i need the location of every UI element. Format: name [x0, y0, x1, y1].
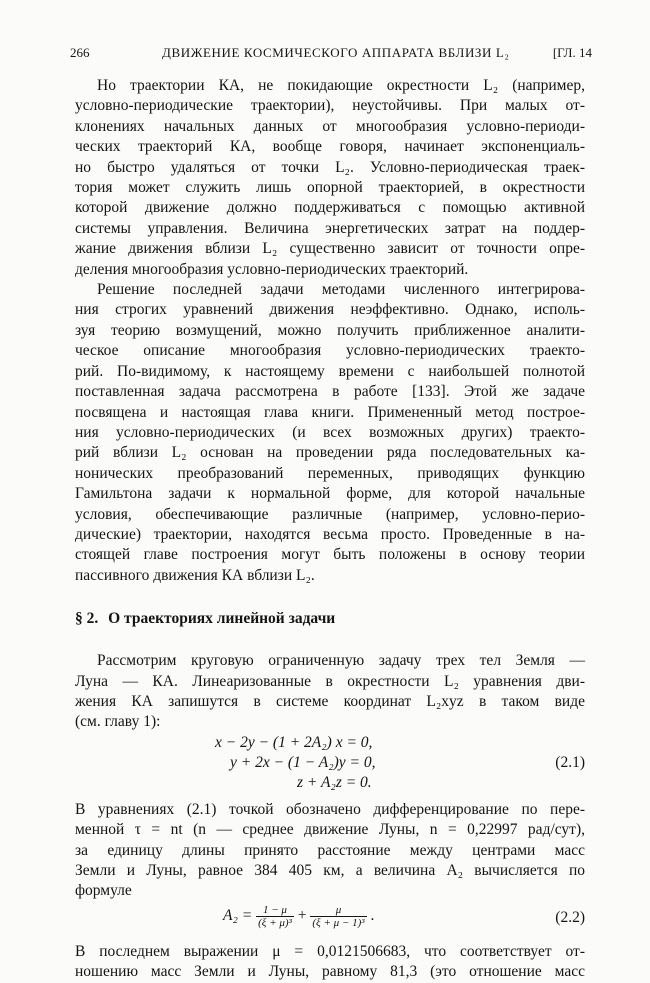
text-line: условно-периодические траектории), неустойчивы. При малых от-	[75, 97, 585, 115]
text-line: ношению масс Земли и Луны, равному 81,3 (это отношение масс	[75, 963, 585, 981]
text-line: рий. По-видимому, к настоящему времени с наибольшей полнотой	[75, 362, 585, 380]
equation-line-2: y + 2x − (1 − A₂)y = 0,	[230, 753, 376, 771]
text-line: ния строгих уравнений движения неэффективно. Однако, исполь-	[75, 301, 585, 319]
text-line: (см. главу 1):	[75, 713, 161, 731]
fraction-1-denominator: (ξ + μ)³	[258, 916, 292, 929]
running-title: ДВИЖЕНИЕ КОСМИЧЕСКОГО АППАРАТА ВБЛИЗИ L₂	[162, 45, 510, 60]
text-line: стоящей главе построения могут быть положены в основу теории	[75, 546, 585, 564]
text-line: системы управления. Величина энергетических затрат на поддер-	[75, 219, 585, 237]
text-line: зуя теорию возмущений, можно получить приближенное аналити-	[75, 321, 585, 339]
equation-line-1: x − 2y − (1 + 2A₂) x = 0,	[215, 733, 373, 751]
formula-lhs: A₂ =	[223, 906, 253, 924]
text-line: Рассмотрим круговую ограниченную задачу трех тел Земля —	[97, 652, 585, 670]
section-number: § 2.	[75, 610, 99, 628]
text-line: за единицу длины принято расстояние между центрами масс	[75, 841, 585, 859]
paragraph-1	[75, 76, 585, 280]
text-line: нонических преобразований переменных, приводящих функцию	[75, 464, 585, 482]
text-line: пассивного движения КА вблизи L₂.	[75, 566, 315, 584]
page-number: 266	[70, 45, 90, 60]
formula-2-2	[75, 902, 585, 936]
text-line: Гамильтона задачи к нормальной форме, для которой начальные	[75, 485, 585, 503]
formula-plus: +	[297, 906, 307, 924]
text-line: дические) траектории, находятся весьма просто. Проведенные в на-	[75, 525, 585, 543]
text-line: которой движение должно поддерживаться с помощью активной	[75, 199, 585, 217]
paragraph-2	[75, 280, 585, 586]
text-line: тория может служить лишь опорной траекторией, в окрестности	[75, 179, 585, 197]
equation-number: (2.1)	[555, 753, 585, 771]
text-line: посвящена и настоящая глава книги. Примененный метод построе-	[75, 403, 585, 421]
text-line: ческих траекторий КА, вообще говоря, начинает экспоненциаль-	[75, 138, 585, 156]
text-line: формуле	[75, 882, 132, 900]
page-body	[75, 76, 585, 983]
text-line: Решение последней задачи методами численного интегрирова-	[97, 281, 585, 299]
text-line: В последнем выражении μ = 0,0121506683, что соответствует от-	[75, 942, 585, 960]
formula-number: (2.2)	[555, 908, 585, 926]
equation-system	[75, 733, 585, 794]
fraction-2-numerator: μ	[310, 904, 366, 917]
text-line: Луна — КА. Линеаризованные в окрестности L₂ уравнения дви-	[75, 672, 585, 690]
chapter-label: [ГЛ. 14	[552, 45, 592, 60]
text-line: жание движения вблизи L₂ существенно зависит от точности опре-	[75, 240, 585, 258]
formula-period: .	[370, 906, 375, 924]
text-line: менной τ = nt (n — среднее движение Луны, n = 0,22997 рад/сут),	[75, 821, 585, 839]
equation-line-3: z + A₂z = 0.	[297, 773, 372, 791]
text-line: условия, обеспечивающие различные (например, условно-перио-	[75, 505, 585, 523]
text-line: Земли и Луны, равное 384 405 км, а величина A₂ вычисляется по	[75, 862, 585, 879]
text-line: клонениях начальных данных от многообразия условно-периоди-	[75, 117, 585, 135]
fraction-1	[256, 904, 294, 929]
text-line: деления многообразия условно-периодических траекторий.	[75, 260, 469, 278]
section-heading	[75, 609, 585, 631]
text-line: рий вблизи L₂ основан на проведении ряда последовательных ка-	[75, 444, 585, 462]
fraction-2	[310, 904, 366, 929]
fraction-2-denominator: (ξ + μ − 1)³	[312, 916, 365, 929]
section-title: О траекториях линейной задачи	[108, 610, 336, 628]
text-line: но быстро удаляться от точки L₂. Условно-периодическая траек-	[75, 158, 585, 176]
text-line: поставленная задача рассмотрена в работе [133]. Этой же задаче	[75, 383, 585, 401]
text-line: ческое описание многообразия условно-периодических траекто-	[75, 342, 585, 360]
text-line: В уравнениях (2.1) точкой обозначено дифференцирование по пере-	[75, 800, 585, 818]
paragraph-3	[75, 651, 585, 733]
paragraph-4	[75, 800, 585, 902]
text-line: ния условно-периодических (и всех возможных других) траекто-	[75, 423, 585, 441]
text-line: жения КА запишутся в системе координат L₂xyz в таком виде	[75, 692, 585, 710]
fraction-1-numerator: 1 − μ	[256, 904, 294, 917]
text-line: Но траектории КА, не покидающие окрестности L₂ (например,	[97, 77, 585, 94]
paragraph-5	[75, 942, 585, 983]
running-header	[70, 45, 590, 63]
